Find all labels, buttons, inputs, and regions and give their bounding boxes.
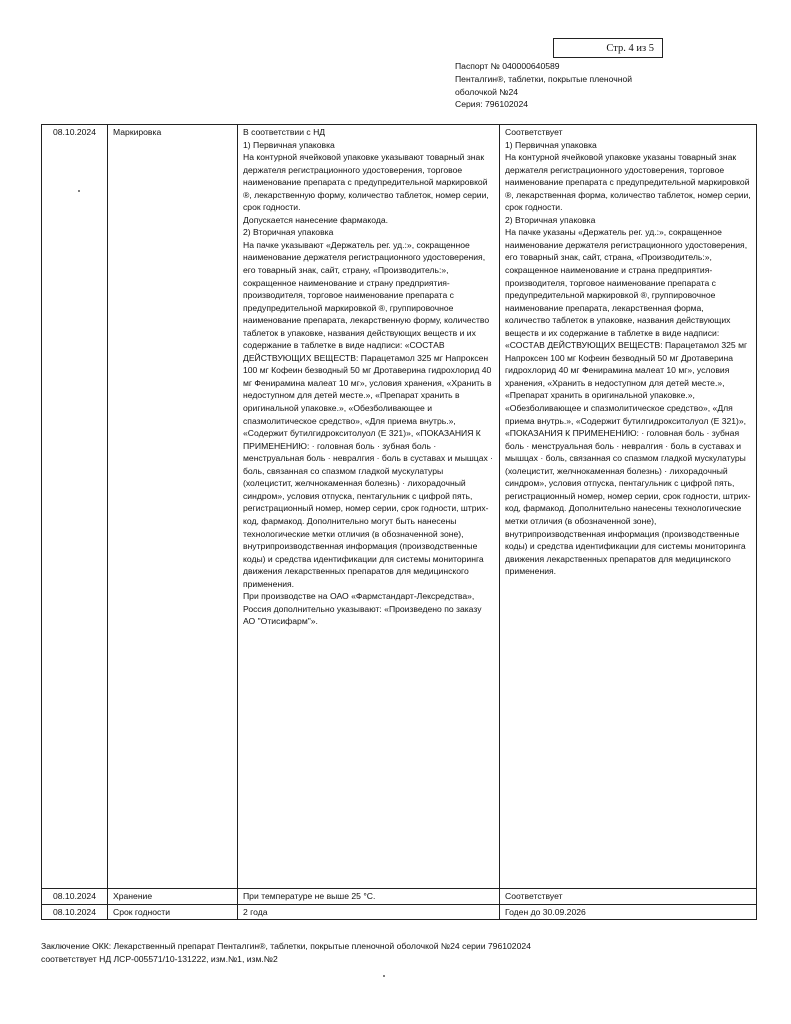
result-text: Соответствует 1) Первичная упаковка На контурной ячейковой упаковке указаны товарный знак держателя регистрационного удостоверения, торговое наименование препарата с предупредительной маркировкой ®, лекарственная форма, количество таблеток, номер серии, срок годности. 2) Вторичная упаковка На пачке указаны «Держатель рег. уд.:», сокращенное наименование держателя регистрационного удостоверения, его товарный знак, сайт, страна, «Производитель:», сокращенное наименование и страна предприятия-производителя, торговое наименование препарата с предупредительной маркировкой ®, группировочное наименование препарата, лекарственная форма, количество таблеток в упаковке, названия действующих веществ и их содержание в таблетке в виде надписи: «СОСТАВ ДЕЙСТВУЮЩИХ ВЕЩЕСТВ: Парацетамол 325 мг Напроксен 100 мг Кофеин безводный 50 мг Дротаверина гидрохлорид 40 мг Фенирамина малеат 10 мг», условия хранения, «Хранить в недоступном для детей месте.», «Препарат хранить в оригинальной упаковке.», «Обезболивающее и спазмолитическое средство», «Для приема внутрь.», «Содержит бутилгидрокситолуол (Е 321)», «ПОКАЗАНИЯ К ПРИМЕНЕНИЮ: · головная боль · зубная боль · менструальная боль · невралгия · боль в суставах и мышцах · боль, связанная со спазмом гладкой мускулатуры (холецистит, желчнокаменная болезнь) · лихорадочный синдром», условия отпуска, пентагульник с цифрой пять, регистрационный номер, номер серии, срок годности, штрих-код, фармакод. Дополнительно нанесены технологические метки отличия (в обозначенной зоне), внутрипроизводственная информация (производственные коды) и средства идентификации для системы мониторинга движения лекарственных препаратов для медицинского применения.: [505, 127, 751, 577]
date-cell: 08.10.2024: [42, 889, 108, 905]
conclusion-line-2: соответствует НД ЛСР-005571/10-131222, изм.№1, изм.№2: [41, 954, 278, 964]
quality-table: [41, 124, 757, 920]
parameter-cell: Срок годности: [108, 904, 238, 920]
conclusion-line-1: Заключение ОКК: Лекарственный препарат Пенталгин®, таблетки, покрытые пленочной оболочкой №24 серии 796102024: [41, 941, 531, 951]
page-number-box: [553, 38, 663, 58]
result-cell: Годен до 30.09.2026: [500, 904, 757, 920]
scan-speck: [78, 190, 80, 192]
date-cell: 08.10.2024: [42, 904, 108, 920]
result-cell: [500, 125, 757, 889]
table-row: [42, 125, 757, 889]
requirement-cell: [238, 125, 500, 889]
date-cell: 08.10.2024: [42, 125, 108, 889]
parameter-cell: Маркировка: [108, 125, 238, 889]
requirement-cell: 2 года: [238, 904, 500, 920]
page-number: Стр. 4 из 5: [606, 42, 654, 54]
parameter-cell: Хранение: [108, 889, 238, 905]
result-cell: Соответствует: [500, 889, 757, 905]
table-row: [42, 889, 757, 905]
scan-speck: [383, 975, 385, 977]
passport-header: [455, 60, 675, 111]
table-row: [42, 904, 757, 920]
conclusion: [41, 940, 756, 966]
requirement-text: В соответствии с НД 1) Первичная упаковка На контурной ячейковой упаковке указывают товарный знак держателя регистрационного удостоверения, торговое наименование препарата с предупредительной маркировкой ®, лекарственную форму, количество таблеток, номер серии, срок годности. Допускается нанесение фармакода. 2) Вторичная упаковка На пачке указывают «Держатель рег. уд.:», сокращенное наименование держателя регистрационного удостоверения, его товарный знак, сайт, страну, «Производитель:», сокращенное наименование и страну предприятия-производителя, торговое наименование препарата с предупредительной маркировкой ®, группировочное наименование препарата, лекарственную форму, количество таблеток в упаковке, названия действующих веществ и их содержание в таблетке в виде надписи: «СОСТАВ ДЕЙСТВУЮЩИХ ВЕЩЕСТВ: Парацетамол 325 мг Напроксен 100 мг Кофеин безводный 50 мг Дротаверина гидрохлорид 40 мг Фенирамина малеат 10 мг», условия хранения, «Хранить в недоступном для детей месте.», «Препарат хранить в оригинальной упаковке.», «Обезболивающее и спазмолитическое средство», «Для приема внутрь.», «Содержит бутилгидрокситолуол (Е 321)», «ПОКАЗАНИЯ К ПРИМЕНЕНИЮ: · головная боль · зубная боль · менструальная боль · невралгия · боль в суставах и мышцах · боль, связанная со спазмом гладкой мускулатуры (холецистит, желчнокаменная болезнь) · лихорадочный синдром», условия отпуска, пентагульник с цифрой пять, регистрационный номер, номер серии, срок годности, штрих-код, фармакод. Дополнительно могут быть нанесены технологические метки отличия (в обозначенной зоне), внутрипроизводственная информация (производственные коды) и средства идентификации для системы мониторинга движения лекарственных препаратов для медицинского применения. При производстве на ОАО «Фармстандарт-Лексредства», Россия дополнительно указывают: «Произведено по заказу АО "Отисифарм"».: [243, 127, 494, 627]
passport-number: Паспорт № 040000640589: [455, 61, 560, 71]
product-name: Пенталгин®, таблетки, покрытые пленочной оболочкой №24: [455, 73, 633, 97]
requirement-cell: При температуре не выше 25 °С.: [238, 889, 500, 905]
series-number: Серия: 796102024: [455, 99, 529, 110]
